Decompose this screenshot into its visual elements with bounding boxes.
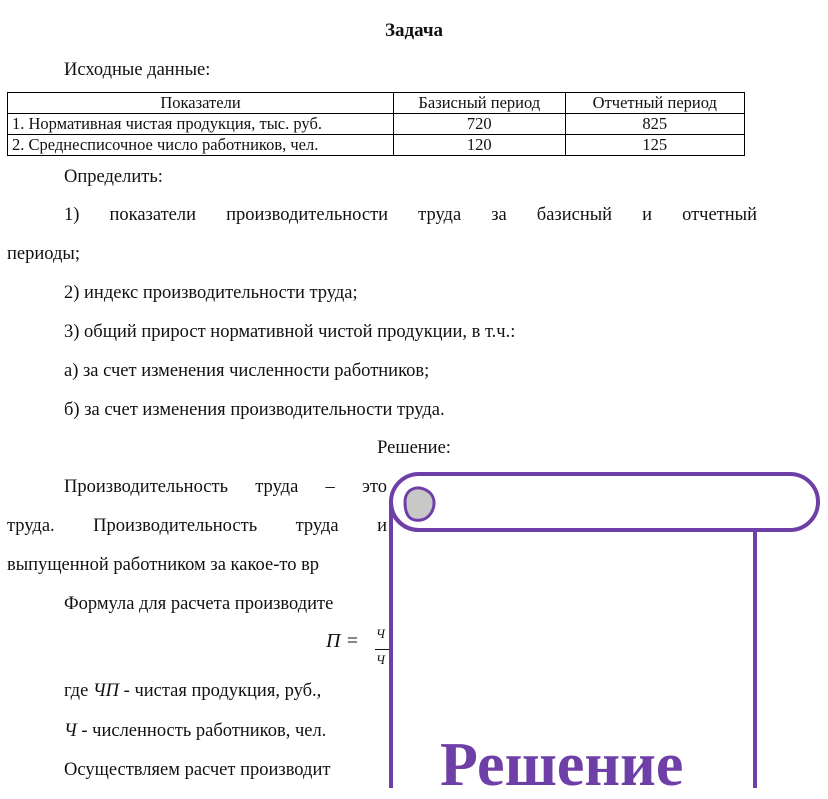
table-cell: 2. Среднесписочное число работников, чел.	[8, 135, 394, 156]
banner-title: Решение	[440, 731, 684, 799]
determine-label: Определить:	[64, 167, 163, 187]
formula-denominator: Ч	[376, 652, 385, 667]
table-row	[8, 135, 745, 156]
table-cell: 825	[565, 114, 744, 135]
word: Производительность	[93, 516, 258, 536]
intro-text: Исходные данные:	[64, 60, 211, 80]
table-cell: 125	[565, 135, 744, 156]
word: Производительность	[64, 477, 229, 497]
scroll-curl-icon	[405, 488, 434, 520]
body-line-3: выпущенной работником за какое-то вр	[7, 555, 320, 575]
task-2: 2) индекс производительности труда;	[64, 283, 358, 303]
table-header: Отчетный период	[565, 93, 744, 114]
task-3a: а) за счет изменения численности работников;	[64, 361, 430, 381]
word: труда	[295, 516, 339, 536]
table-cell: 120	[394, 135, 566, 156]
word: и	[377, 516, 387, 536]
table-header: Показатели	[8, 93, 394, 114]
symbol-ch: Ч	[64, 721, 77, 741]
word: отчетный	[682, 205, 757, 225]
where-line-1	[64, 681, 321, 702]
table-cell: 1. Нормативная чистая продукция, тыс. руб.	[8, 114, 394, 135]
body-line-2	[7, 516, 387, 537]
word: и	[642, 205, 653, 225]
table-header: Базисный период	[394, 93, 566, 114]
body-line-1	[64, 477, 387, 498]
word: базисный	[536, 205, 613, 225]
formula-lhs: П =	[326, 630, 359, 652]
word: за	[491, 205, 507, 225]
body-line-4: Формула для расчета производите	[64, 594, 334, 614]
solution-heading: Решение:	[377, 438, 451, 458]
page-title: Задача	[384, 20, 444, 41]
data-table	[7, 92, 745, 156]
body-line-5: Осуществляем расчет производит	[64, 760, 331, 780]
task-3: 3) общий прирост нормативной чистой продукции, в т.ч.:	[64, 322, 516, 342]
word: производительности	[226, 205, 389, 225]
word: труда.	[7, 516, 55, 536]
word: это	[361, 477, 387, 497]
task-1-line	[64, 205, 757, 226]
word: труда	[418, 205, 462, 225]
table-header-row	[8, 93, 745, 114]
formula-numerator: Ч	[376, 626, 385, 641]
task-1-continuation: периоды;	[7, 244, 80, 264]
word: показатели	[109, 205, 197, 225]
task-3b: б) за счет изменения производительности труда.	[64, 400, 445, 420]
word: труда	[255, 477, 299, 497]
word: –	[325, 477, 335, 497]
symbol-cp: ЧП	[92, 681, 120, 701]
table-cell: 720	[394, 114, 566, 135]
where-desc: - чистая продукция, руб.,	[119, 681, 322, 701]
where-desc: - численность работников, чел.	[76, 721, 327, 741]
table-row	[8, 114, 745, 135]
word: 1)	[64, 205, 80, 225]
where-prefix: где	[64, 681, 93, 701]
where-line-2	[64, 721, 326, 742]
